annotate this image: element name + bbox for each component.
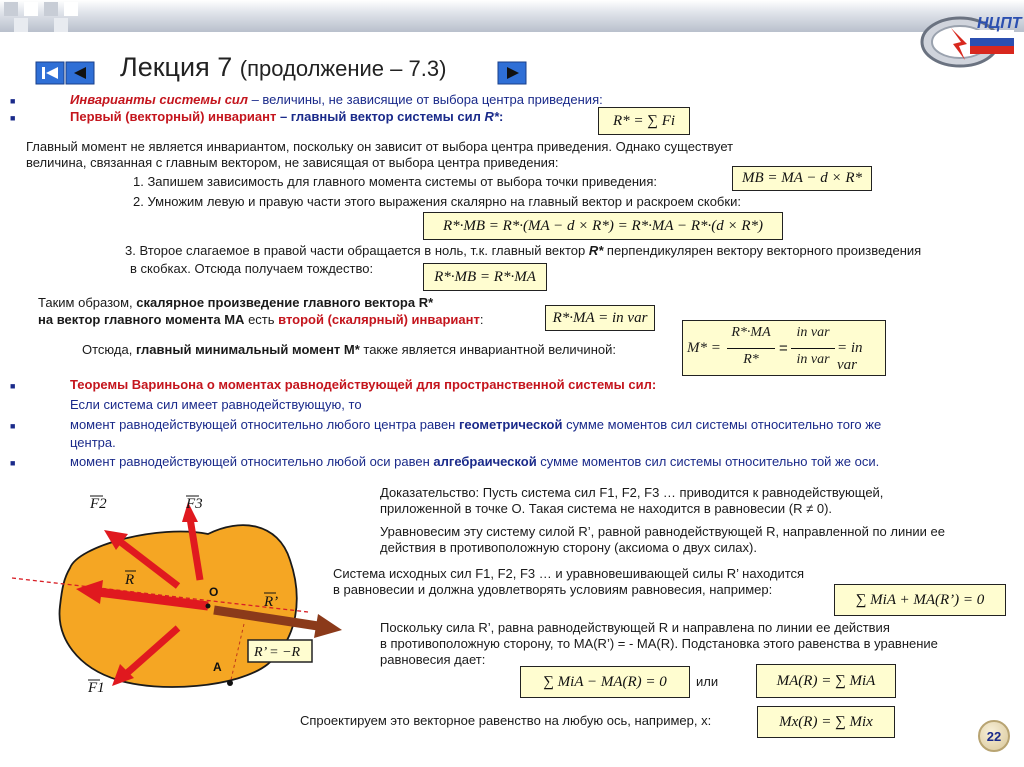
step-2: 2. Умножим левую и правую части этого выражения скалярно на главный вектор и раскроем скобки:	[133, 194, 741, 209]
nav-prev-button[interactable]	[66, 62, 94, 84]
proof-line: Уравновесим эту систему силой R’, равной равнодействующей R, направленной по линии ее	[380, 524, 946, 539]
formula-result: MA(R) = ∑ MiA	[756, 664, 896, 698]
proof-line: Поскольку сила R’, равна равнодействующей R и направлена по линии ее действия	[380, 620, 890, 635]
proof-line: в равновесии и должна удовлетворять условиям равновесия, например:	[333, 582, 773, 597]
title-sub: (продолжение – 7.3)	[239, 56, 447, 81]
varignon-point-1-cont: центра.	[70, 435, 116, 450]
nav-next-button[interactable]	[498, 62, 526, 84]
label-r: R	[125, 572, 135, 588]
top-bar	[0, 0, 1024, 32]
page-number: 22	[978, 720, 1010, 752]
label-r-prime-eq: R’ = −R	[254, 645, 301, 660]
deco-square	[64, 2, 78, 16]
deco-square	[54, 18, 68, 32]
nav-first-button[interactable]	[36, 62, 64, 84]
varignon-intro: Если система сил имеет равнодействующую, то	[70, 397, 362, 412]
min-moment-line: Отсюда, главный минимальный момент M* также является инвариантной величиной:	[82, 342, 616, 357]
bullet-marker: ■	[10, 113, 16, 123]
paragraph-line: Главный момент не является инвариантом, поскольку он зависит от выбора центра приведения. Однако существует	[26, 139, 734, 154]
page-title	[120, 52, 446, 83]
force-diagram	[8, 488, 338, 698]
bullet-marker: ■	[10, 421, 16, 431]
deco-square	[14, 18, 28, 32]
point-a	[227, 680, 233, 686]
proof-line: Система исходных сил F1, F2, F3 … и уравновешивающей силы R’ находится	[333, 566, 805, 581]
label-o: O	[209, 585, 219, 599]
varignon-point-1: момент равнодействующей относительно любого центра равен геометрической сумме моментов сил системы относительно того же	[70, 417, 882, 432]
deco-square	[4, 2, 18, 16]
conclusion-line-2: на вектор главного момента MA есть второй (скалярный) инвариант:	[38, 312, 484, 327]
bullet-marker: ■	[10, 96, 16, 106]
proof-line: Доказательство: Пусть система сил F1, F2, F3 … приводится к равнодействующей,	[380, 485, 884, 500]
bullet-invariants: Инварианты системы сил – величины, не зависящие от выбора центра приведения:	[70, 92, 603, 107]
formula-moment-b: MB = MA − d × R*	[732, 166, 872, 191]
bullet-marker: ■	[10, 381, 16, 391]
formula-projection: Mx(R) = ∑ Mix	[757, 706, 895, 738]
or-word: или	[696, 674, 719, 689]
formula-identity: R*·MB = R*·MA	[423, 263, 547, 291]
step-1: 1. Запишем зависимость для главного момента системы от выбора точки приведения:	[133, 174, 657, 189]
proof-line: действия в противоположную сторону (аксиома о двух силах).	[380, 540, 757, 555]
formula-main-vector: R* = ∑ Fi	[598, 107, 690, 135]
formula-scalar-invariant: R*·MA = in var	[545, 305, 655, 331]
proof-line: равновесия дает:	[380, 652, 486, 667]
label-a: A	[213, 660, 222, 674]
varignon-point-2: момент равнодействующей относительно любой оси равен алгебраической сумме моментов сил системы относительно той же оси.	[70, 454, 880, 469]
deco-square	[44, 2, 58, 16]
proof-line: приложенной в точке O. Такая система не находится в равновесии (R ≠ 0).	[380, 501, 833, 516]
bullet-first-invariant: Первый (векторный) инвариант – главный вектор системы сил R*:	[70, 109, 504, 124]
logo-text: НЦПТ	[977, 15, 1022, 32]
formula-substitution: ∑ MiA − MA(R) = 0	[520, 666, 690, 698]
conclusion-line-1: Таким образом, скалярное произведение главного вектора R*	[38, 295, 434, 310]
nav-back-buttons	[36, 62, 96, 84]
varignon-title: Теоремы Вариньона о моментах равнодействующей для пространственной системы сил:	[70, 377, 657, 392]
logo-emblem	[915, 8, 1022, 70]
title-main: Лекция 7	[120, 52, 233, 82]
step-3: 3. Второе слагаемое в правой части обращается в ноль, т.к. главный вектор R* перпендикулярен вектору векторного произведения	[125, 243, 922, 258]
label-f1: F1	[88, 680, 105, 696]
proof-line: Спроектируем это векторное равенство на любую ось, например, x:	[300, 713, 712, 728]
formula-min-moment: M* = R*·MA R* = in var in var = in var	[682, 320, 886, 376]
point-o	[206, 604, 211, 609]
formula-expanded: R*·MB = R*·(MA − d × R*) = R*·MA − R*·(d × R*)	[423, 212, 783, 240]
step-3-cont: в скобках. Отсюда получаем тождество:	[130, 261, 374, 276]
formula-equilibrium: ∑ MiA + MA(R’) = 0	[834, 584, 1006, 616]
bullet-marker: ■	[10, 458, 16, 468]
label-r-prime: R’	[264, 594, 279, 610]
label-f3: F3	[186, 496, 203, 512]
label-f2: F2	[90, 496, 107, 512]
proof-line: в противоположную сторону, то MA(R’) = - MA(R). Подстановка этого равенства в уравнение	[380, 636, 938, 651]
deco-square	[24, 2, 38, 16]
paragraph-line: величина, связанная с главным вектором, не зависящая от выбора центра приведения:	[26, 155, 559, 170]
reaction-arrowhead	[314, 614, 342, 638]
